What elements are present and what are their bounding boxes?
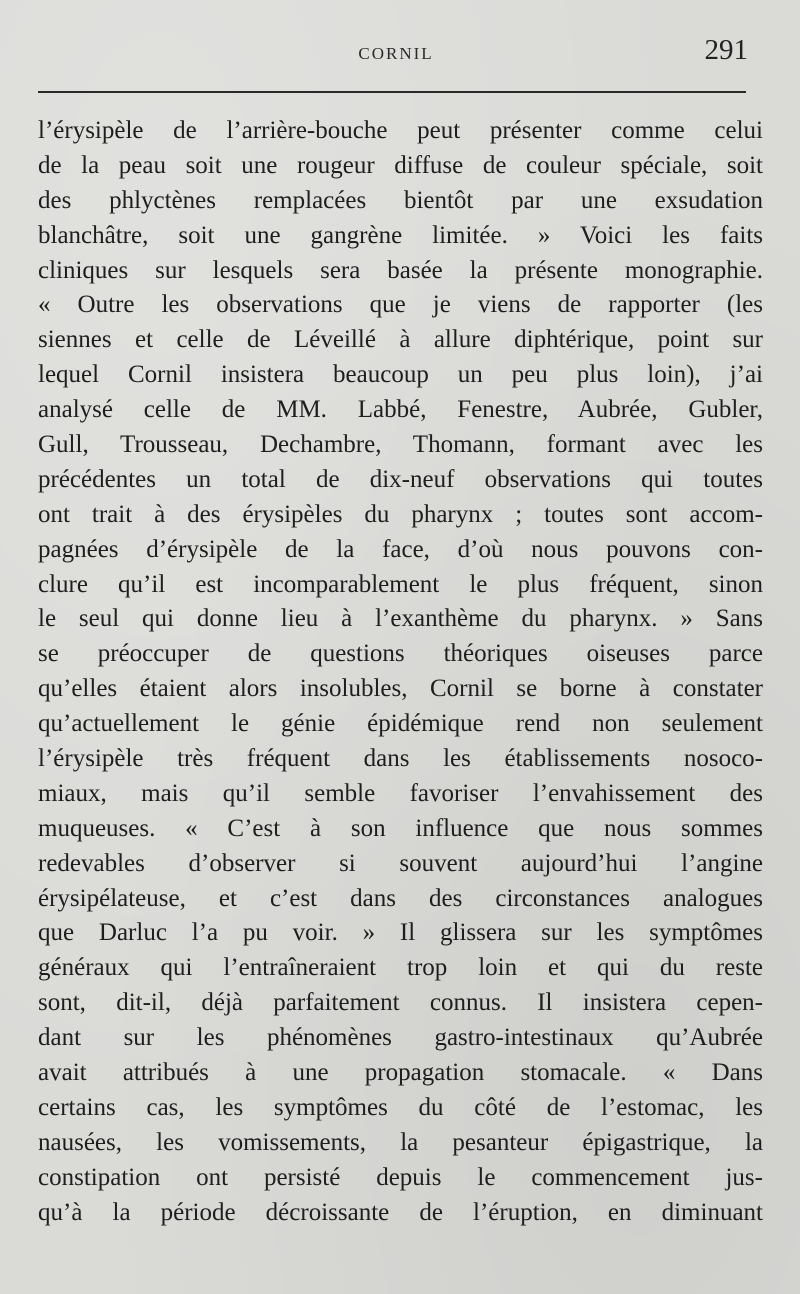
text-line: généraux qui l’entraîneraient trop loin et qui du reste — [38, 954, 763, 982]
text-line: « Outre les observations que je viens de rapporter (les — [38, 291, 763, 319]
text-line: clure qu’il est incomparablement le plus fréquent, sinon — [38, 570, 763, 598]
text-line: redevables d’observer si souvent aujourd’hui l’angine — [38, 849, 763, 877]
text-line: lequel Cornil insistera beaucoup un peu plus loin), j’ai — [38, 361, 763, 389]
text-line: constipation ont persisté depuis le commencement jus- — [38, 1163, 763, 1191]
text-line: blanchâtre, soit une gangrène limitée. » Voici les faits — [38, 221, 763, 249]
running-title: CORNIL — [358, 44, 434, 63]
text-line: qu’à la période décroissante de l’éruption, en diminuant — [38, 1198, 763, 1226]
text-line: analysé celle de MM. Labbé, Fenestre, Aubrée, Gubler, — [38, 396, 763, 424]
text-line: ont trait à des érysipèles du pharynx ; toutes sont accom- — [38, 500, 763, 528]
running-head — [38, 34, 754, 78]
text-line: avait attribués à une propagation stomacale. « Dans — [38, 1059, 763, 1087]
text-line: nausées, les vomissements, la pesanteur épigastrique, la — [38, 1128, 763, 1156]
body-text — [38, 114, 763, 1231]
text-line: certains cas, les symptômes du côté de l’estomac, les — [38, 1093, 763, 1121]
text-line: Gull, Trousseau, Dechambre, Thomann, formant avec les — [38, 431, 763, 459]
text-line: des phlyctènes remplacées bientôt par une exsudation — [38, 186, 763, 214]
page-number: 291 — [704, 34, 748, 66]
text-line: que Darluc l’a pu voir. » Il glissera sur les symptômes — [38, 919, 763, 947]
text-line: cliniques sur lesquels sera basée la présente monographie. — [38, 256, 763, 284]
text-line: siennes et celle de Léveillé à allure diphtérique, point sur — [38, 326, 763, 354]
text-line: érysipélateuse, et c’est dans des circonstances analogues — [38, 884, 763, 912]
text-line: pagnées d’érysipèle de la face, d’où nous pouvons con- — [38, 535, 763, 563]
text-line: de la peau soit une rougeur diffuse de couleur spéciale, soit — [38, 151, 763, 179]
text-line: sont, dit-il, déjà parfaitement connus. Il insistera cepen- — [38, 989, 763, 1017]
header-rule — [38, 91, 746, 93]
text-line: dant sur les phénomènes gastro-intestinaux qu’Aubrée — [38, 1024, 763, 1052]
text-line: l’érysipèle très fréquent dans les établissements nosoco- — [38, 745, 763, 773]
text-line: le seul qui donne lieu à l’exanthème du pharynx. » Sans — [38, 605, 763, 633]
text-line: muqueuses. « C’est à son influence que nous sommes — [38, 814, 763, 842]
text-line: l’érysipèle de l’arrière-bouche peut présenter comme celui — [38, 117, 763, 144]
text-line: miaux, mais qu’il semble favoriser l’envahissement des — [38, 779, 763, 807]
text-line: précédentes un total de dix-neuf observations qui toutes — [38, 465, 763, 493]
text-line: se préoccuper de questions théoriques oiseuses parce — [38, 640, 763, 668]
text-line: qu’elles étaient alors insolubles, Cornil se borne à constater — [38, 675, 763, 703]
text-line: qu’actuellement le génie épidémique rend non seulement — [38, 710, 763, 738]
